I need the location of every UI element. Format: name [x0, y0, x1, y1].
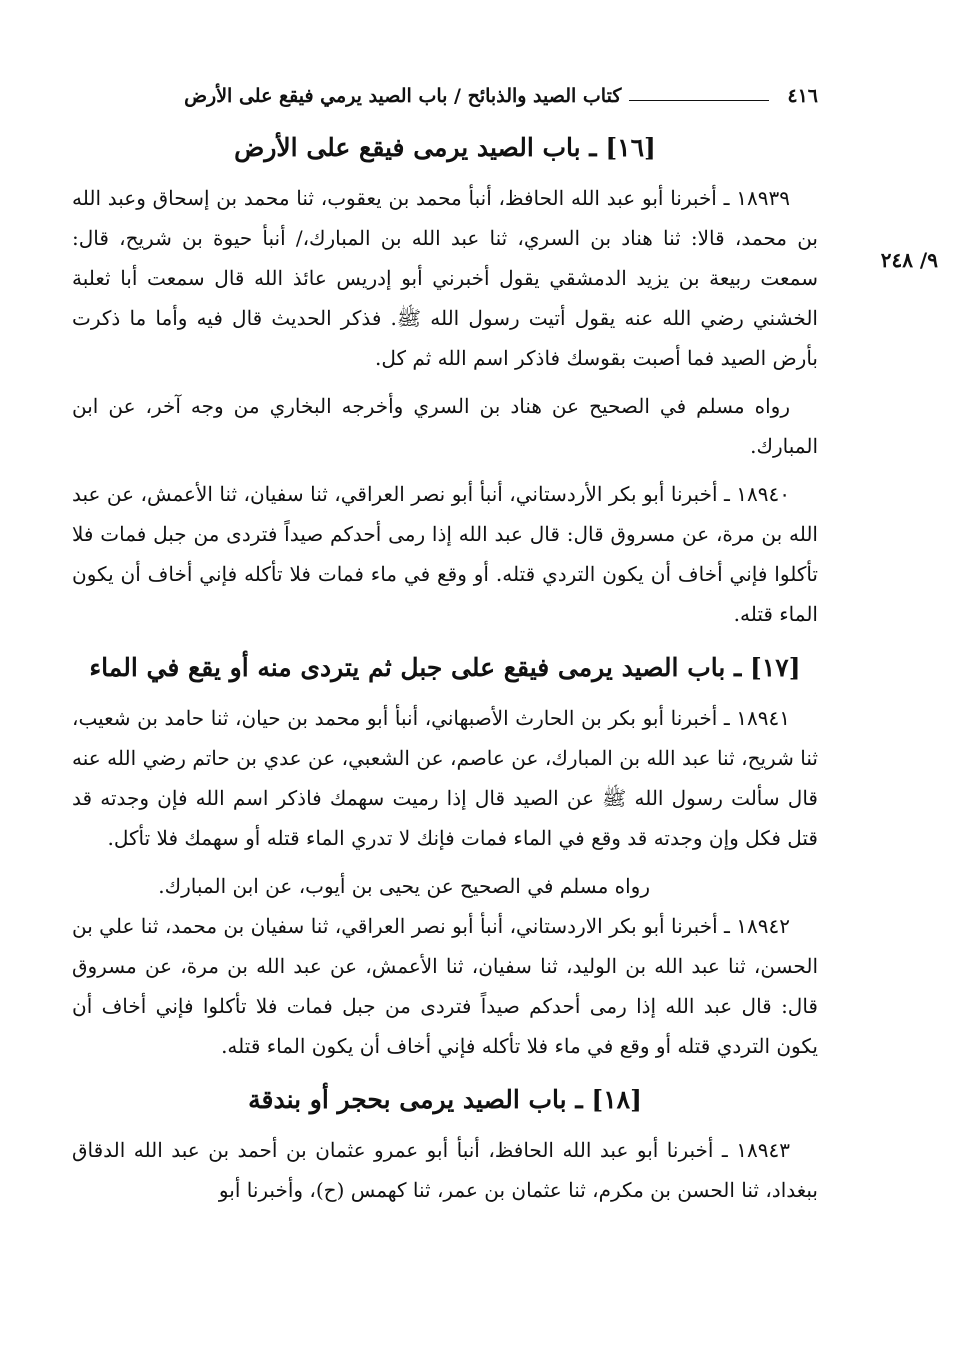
- section-16-title: [١٦] ـ باب الصيد يرمى فيقع على الأرض: [234, 133, 656, 162]
- hadith-18942: ١٨٩٤٢ ـ أخبرنا أبو بكر الاردستاني، أنبأ أبو نصر العراقي، ثنا سفيان بن محمد، ثنا علي بن الحسن، ثنا عبد الله بن الوليد، ثنا سفيان، ثنا الأعمش، عن عبد الله بن مرة، عن مسروق قال: قال عبد الله إذا رمى أحدكم صيداً فتردى من جبل فمات فلا تأكلوا فإني أخاف أن يكون التردي قتله أو وقع في ماء فلا تأكله فإني أخاف أن يكون الماء قتله.: [72, 914, 818, 1058]
- section-18-title: [١٨] ـ باب الصيد يرمى بحجر أو بندقة: [248, 1085, 642, 1114]
- running-header: [72, 78, 818, 114]
- header-rule: [629, 100, 769, 101]
- page-number: ٤١٦: [787, 85, 818, 107]
- margin-volume-page-ref: ٩/ ٢٤٨: [880, 248, 938, 272]
- hadith-18943: ١٨٩٤٣ ـ أخبرنا أبو عبد الله الحافظ، أنبأ أبو عمرو عثمان بن أحمد بن عبد الله الدقاق ببغداد، ثنا الحسن بن مكرم، ثنا عثمان بن عمر، ثنا كهمس (ح)، وأخبرنا أبو: [72, 1138, 818, 1202]
- hadith-18940: ١٨٩٤٠ ـ أخبرنا أبو بكر الأردستاني، أنبأ أبو نصر العراقي، ثنا سفيان، ثنا الأعمش، عن عبد الله بن مرة، عن مسروق قال: قال عبد الله إذا رمى أحدكم صيداً فتردى من جبل فمات فلا تأكلوا فإني أخاف أن يكون التردي قتله. أو وقع في ماء فمات فلا تأكله فإني أخاف أن يكون الماء قتله.: [72, 482, 818, 626]
- hadith-18941: ١٨٩٤١ ـ أخبرنا أبو بكر بن الحارث الأصبهاني، أنبأ أبو محمد بن حيان، ثنا حامد بن شعيب، ثنا شريح، ثنا عبد الله بن المبارك، عن عاصم، عن الشعبي، عن عدي بن حاتم رضي الله عنه قال سألت رسول الله ﷺ عن الصيد قال إذا رميت سهمك فاذكر اسم الله فإن وجدته قد قتل فكل وإن وجدته قد وقع في الماء فمات فإنك لا تدري الماء قتله أو سهمك فلا تأكل.: [72, 706, 818, 850]
- book-page: [72, 78, 818, 1210]
- running-title: كتاب الصيد والذبائح / باب الصيد يرمي فيقع على الأرض: [184, 85, 622, 107]
- section-17-title: [١٧] ـ باب الصيد يرمى فيقع على جبل ثم يتردى منه أو يقع في الماء: [89, 653, 801, 682]
- hadith-18939: ١٨٩٣٩ ـ أخبرنا أبو عبد الله الحافظ، أنبأ محمد بن يعقوب، ثنا محمد بن إسحاق وعبد الله بن محمد، قالا: ثنا هناد بن السري، ثنا عبد الله بن المبارك،/ أنبأ حيوة بن شريح، قال: سمعت ربيعة بن يزيد الدمشقي يقول أخبرني أبو إدريس عائذ الله قال سمعت أبا ثعلبة الخشني رضي الله عنه يقول أتيت رسول الله ﷺ. فذكر الحديث قال فيه وأما ما ذكرت بأرض الصيد فما أصبت بقوسك فاذكر اسم الله ثم كل.: [72, 186, 818, 370]
- riwaya-18939: رواه مسلم في الصحيح عن هناد بن السري وأخرجه البخاري من وجه آخر، عن ابن المبارك.: [72, 394, 818, 458]
- riwaya-18941: رواه مسلم في الصحيح عن يحيى بن أيوب، عن ابن المبارك.: [158, 874, 650, 898]
